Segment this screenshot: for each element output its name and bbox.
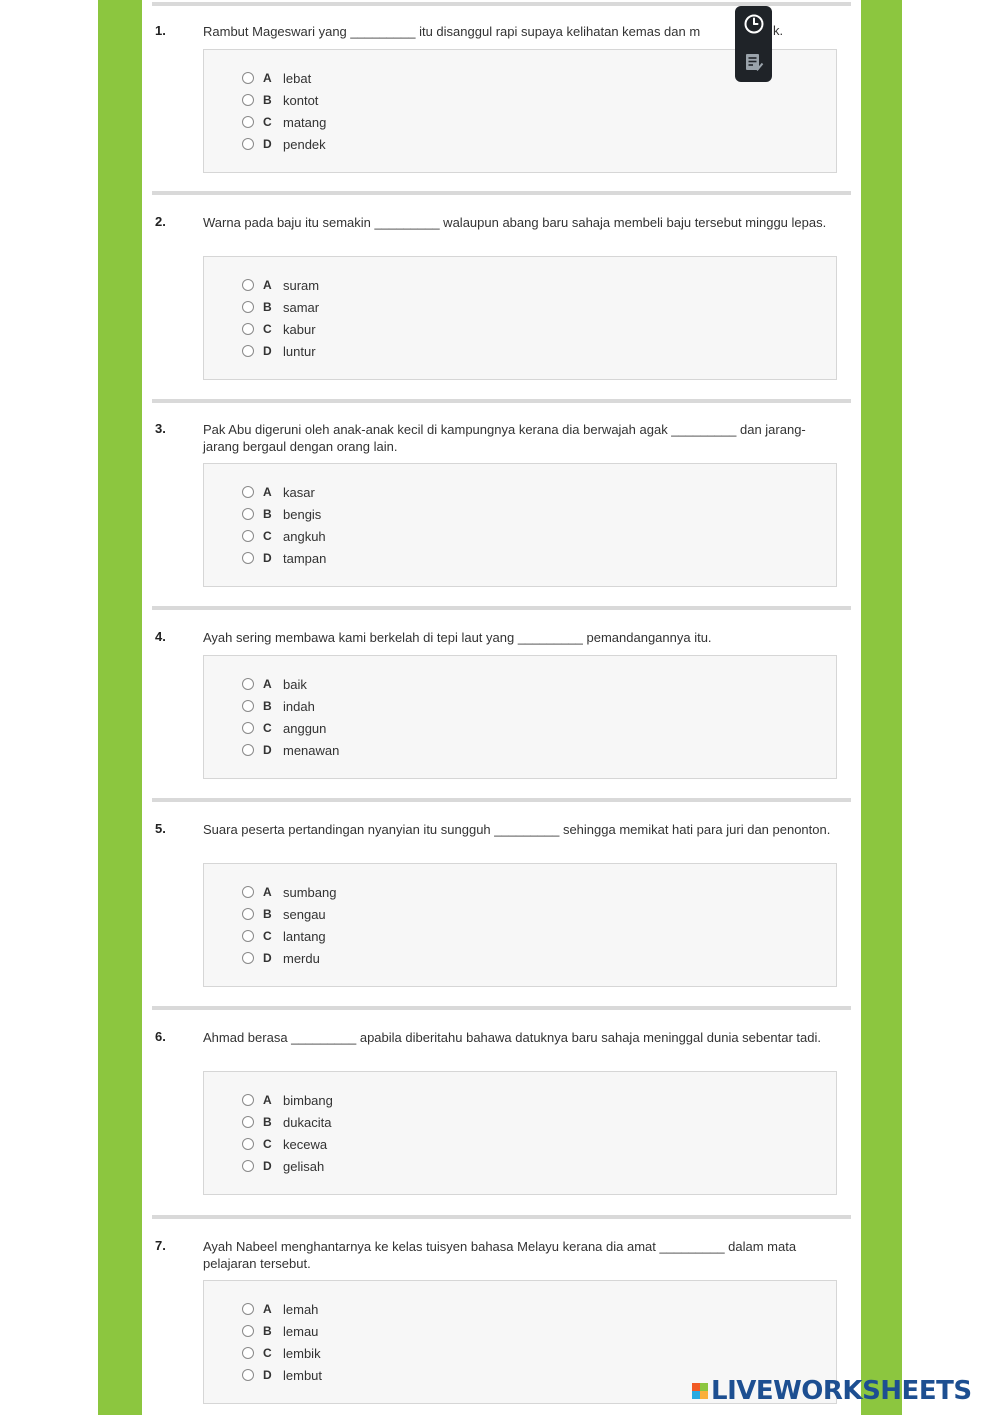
radio-button[interactable] [242, 1369, 254, 1381]
option-c[interactable] [242, 320, 316, 338]
radio-button[interactable] [242, 678, 254, 690]
timer-icon [743, 13, 765, 35]
options-box [203, 863, 837, 987]
option-letter: D [263, 137, 272, 151]
option-label: samar [283, 299, 320, 315]
option-letter: C [263, 1346, 272, 1360]
separator [152, 606, 851, 610]
question-text: Rambut Mageswari yang _________ itu disanggul rapi supaya kelihatan kemas dan m [203, 24, 701, 39]
option-label: angkuh [283, 528, 326, 544]
option-letter: D [263, 344, 272, 358]
option-label: lemau [283, 1323, 319, 1339]
option-a[interactable] [242, 1300, 318, 1318]
option-d[interactable] [242, 1366, 322, 1384]
radio-button[interactable] [242, 1303, 254, 1315]
option-letter: C [263, 1137, 272, 1151]
radio-button[interactable] [242, 72, 254, 84]
option-b[interactable] [242, 505, 321, 523]
option-label: lembut [283, 1367, 323, 1383]
option-c[interactable] [242, 1344, 321, 1362]
radio-button[interactable] [242, 530, 254, 542]
option-label: kontot [283, 92, 319, 108]
separator [152, 191, 851, 195]
option-letter: B [263, 93, 272, 107]
option-letter: B [263, 300, 272, 314]
option-c[interactable] [242, 719, 326, 737]
question-text: Pak Abu digeruni oleh anak-anak kecil di kampungnya kerana dia berwajah agak _________ dan jarang-jarang bergaul dengan orang lain. [203, 422, 806, 454]
option-letter: A [263, 885, 272, 899]
option-label: bimbang [283, 1092, 333, 1108]
question-text: Suara peserta pertandingan nyanyian itu sungguh _________ sehingga memikat hati para juri dan penonton. [203, 822, 831, 837]
option-label: lembik [283, 1345, 321, 1361]
question-number: 5. [155, 821, 166, 836]
radio-button[interactable] [242, 116, 254, 128]
radio-button[interactable] [242, 722, 254, 734]
option-letter: C [263, 529, 272, 543]
options-box [203, 463, 837, 587]
option-d[interactable] [242, 135, 326, 153]
radio-button[interactable] [242, 1094, 254, 1106]
radio-button[interactable] [242, 138, 254, 150]
options-box [203, 1071, 837, 1195]
option-a[interactable] [242, 883, 336, 901]
question-number: 6. [155, 1029, 166, 1044]
option-label: sengau [283, 906, 326, 922]
logo-text: LIVEWORKSHEETS [711, 1376, 972, 1406]
question-text: Ayah Nabeel menghantarnya ke kelas tuisyen bahasa Melayu kerana dia amat _________ dalam mata pelajaran tersebut. [203, 1239, 797, 1271]
option-b[interactable] [242, 91, 318, 109]
option-letter: C [263, 115, 272, 129]
option-c[interactable] [242, 927, 326, 945]
option-letter: B [263, 907, 272, 921]
option-d[interactable] [242, 1157, 324, 1175]
option-letter: B [263, 1115, 272, 1129]
option-letter: A [263, 485, 272, 499]
option-label: gelisah [283, 1158, 325, 1174]
option-letter: A [263, 677, 272, 691]
question-number: 3. [155, 421, 166, 436]
radio-button[interactable] [242, 323, 254, 335]
separator [152, 1006, 851, 1010]
left-border [98, 0, 142, 1415]
option-letter: B [263, 507, 272, 521]
option-c[interactable] [242, 1135, 327, 1153]
option-label: kasar [283, 484, 315, 500]
option-letter: D [263, 551, 272, 565]
question-number: 7. [155, 1238, 166, 1253]
option-d[interactable] [242, 549, 326, 567]
option-letter: A [263, 1093, 272, 1107]
option-label: luntur [283, 343, 316, 359]
question-text: Ahmad berasa _________ apabila diberitahu bahawa datuknya baru sahaja meninggal dunia sebentar tadi. [203, 1030, 821, 1045]
radio-button[interactable] [242, 301, 254, 313]
radio-button[interactable] [242, 279, 254, 291]
option-b[interactable] [242, 1322, 318, 1340]
option-letter: C [263, 322, 272, 336]
option-label: kecewa [283, 1136, 328, 1152]
option-a[interactable] [242, 1091, 333, 1109]
option-b[interactable] [242, 697, 315, 715]
option-a[interactable] [242, 69, 311, 87]
option-label: kabur [283, 321, 316, 337]
separator [152, 399, 851, 403]
checklist-icon [743, 51, 765, 73]
question-text: Ayah sering membawa kami berkelah di tepi laut yang _________ pemandangannya itu. [203, 630, 712, 645]
logo-mark-icon [692, 1383, 708, 1399]
question-text-end: k. [773, 23, 784, 38]
radio-button[interactable] [242, 552, 254, 564]
radio-button[interactable] [242, 744, 254, 756]
option-letter: D [263, 1368, 272, 1382]
options-box [203, 655, 837, 779]
option-a[interactable] [242, 675, 307, 693]
liveworksheets-logo [692, 1376, 972, 1406]
option-letter: C [263, 721, 272, 735]
radio-button[interactable] [242, 486, 254, 498]
option-c[interactable] [242, 113, 326, 131]
option-b[interactable] [242, 1113, 331, 1131]
question-number: 4. [155, 629, 166, 644]
option-label: matang [283, 114, 327, 130]
radio-button[interactable] [242, 930, 254, 942]
option-letter: B [263, 699, 272, 713]
radio-button[interactable] [242, 1325, 254, 1337]
option-letter: A [263, 1302, 272, 1316]
question-number: 2. [155, 214, 166, 229]
option-a[interactable] [242, 483, 315, 501]
option-letter: B [263, 1324, 272, 1338]
option-letter: C [263, 929, 272, 943]
option-d[interactable] [242, 949, 320, 967]
radio-button[interactable] [242, 908, 254, 920]
radio-button[interactable] [242, 700, 254, 712]
option-label: menawan [283, 742, 340, 758]
option-b[interactable] [242, 905, 326, 923]
option-letter: D [263, 743, 272, 757]
radio-button[interactable] [242, 94, 254, 106]
timer-button[interactable] [740, 10, 767, 37]
option-letter: D [263, 1159, 272, 1173]
radio-button[interactable] [242, 886, 254, 898]
option-label: merdu [283, 950, 320, 966]
radio-button[interactable] [242, 508, 254, 520]
option-label: sumbang [283, 884, 337, 900]
option-b[interactable] [242, 298, 319, 316]
radio-button[interactable] [242, 952, 254, 964]
option-label: suram [283, 277, 320, 293]
option-label: baik [283, 676, 307, 692]
option-label: lemah [283, 1301, 319, 1317]
radio-button[interactable] [242, 1116, 254, 1128]
radio-button[interactable] [242, 1160, 254, 1172]
floating-toolbar [735, 6, 772, 82]
option-label: anggun [283, 720, 327, 736]
option-label: tampan [283, 550, 327, 566]
radio-button[interactable] [242, 345, 254, 357]
option-label: lantang [283, 928, 326, 944]
option-letter: A [263, 71, 272, 85]
radio-button[interactable] [242, 1138, 254, 1150]
option-c[interactable] [242, 527, 326, 545]
option-label: bengis [283, 506, 322, 522]
radio-button[interactable] [242, 1347, 254, 1359]
right-border [861, 0, 902, 1415]
options-box [203, 256, 837, 380]
option-a[interactable] [242, 276, 319, 294]
option-label: lebat [283, 70, 312, 86]
option-letter: A [263, 278, 272, 292]
question-number: 1. [155, 23, 166, 38]
separator [152, 1215, 851, 1219]
option-label: pendek [283, 136, 326, 152]
option-d[interactable] [242, 342, 316, 360]
option-letter: D [263, 951, 272, 965]
option-d[interactable] [242, 741, 339, 759]
question-text: Warna pada baju itu semakin _________ walaupun abang baru sahaja membeli baju tersebut minggu lepas. [203, 215, 827, 230]
separator [152, 798, 851, 802]
finish-checklist-button[interactable] [740, 48, 767, 75]
option-label: dukacita [283, 1114, 332, 1130]
option-label: indah [283, 698, 315, 714]
